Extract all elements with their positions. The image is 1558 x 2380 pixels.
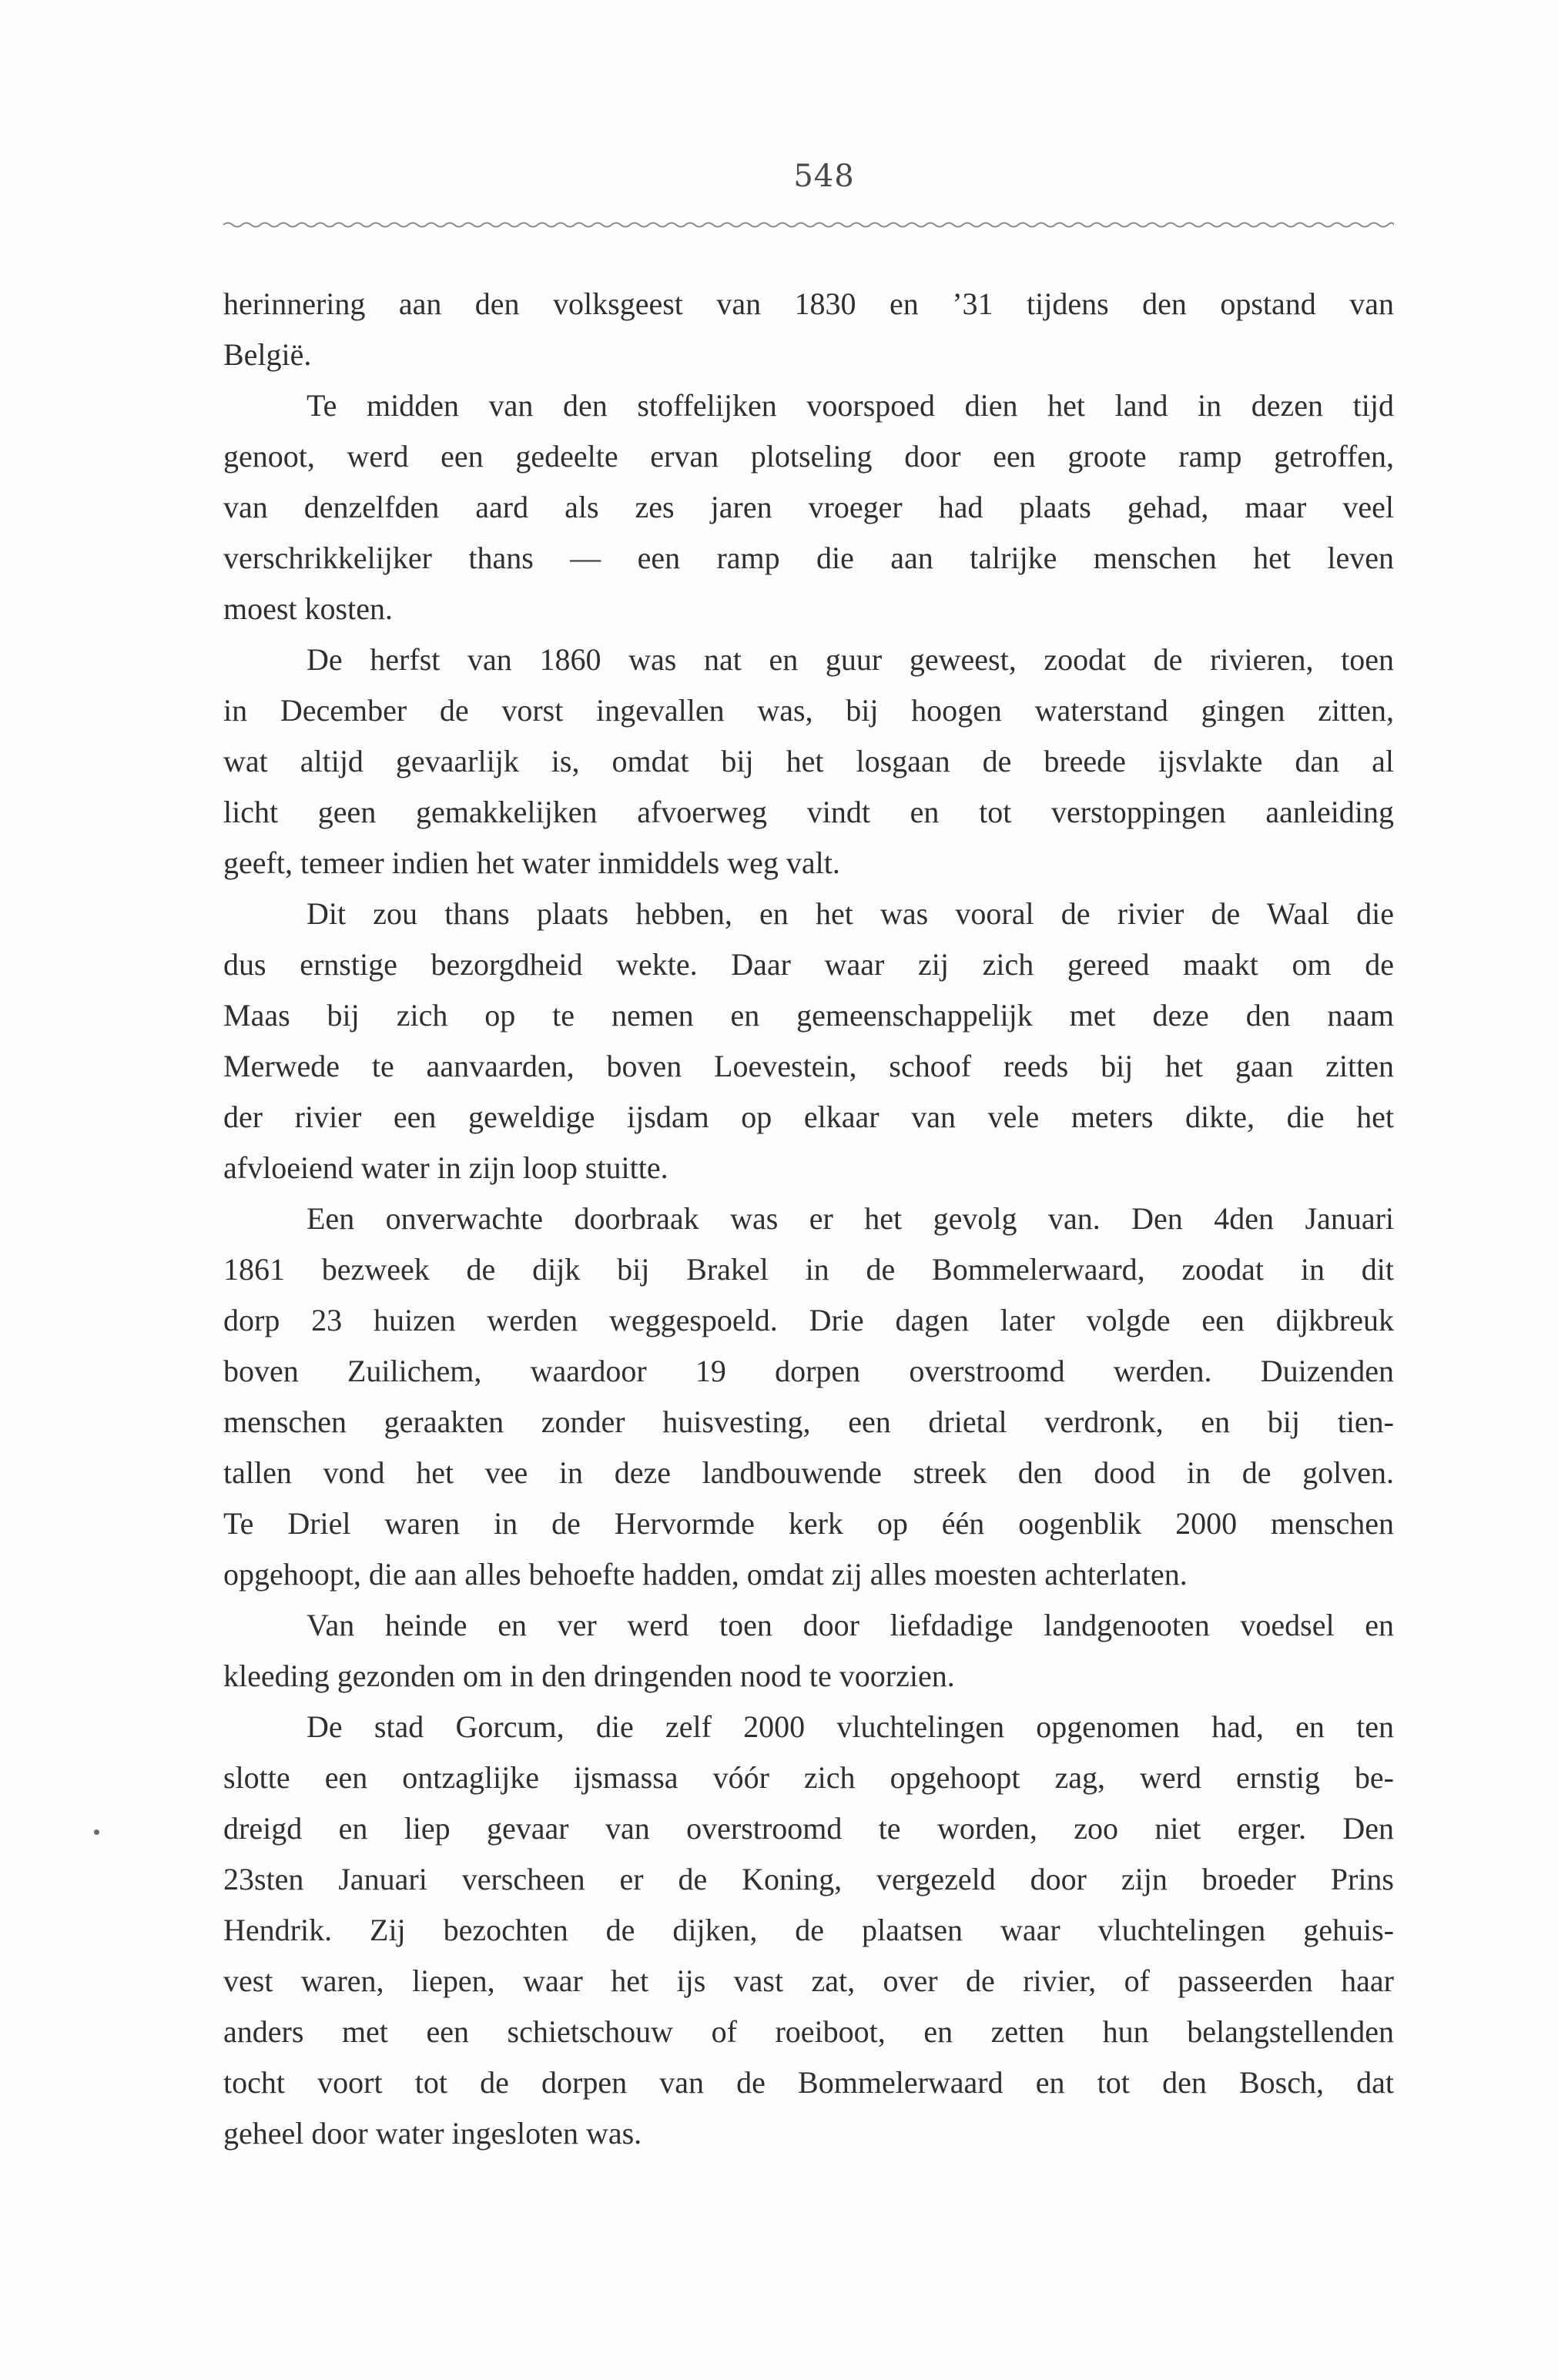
text-line: der rivier een geweldige ijsdam op elkaar van vele meters dikte, die het bbox=[223, 1100, 1394, 1134]
text-line: Maas bij zich op te nemen en gemeenschappelijk met deze den naam bbox=[223, 998, 1394, 1033]
text-line: Te midden van den stoffelijken voorspoed dien het land in dezen tijd bbox=[307, 388, 1394, 423]
text-line: moest kosten. bbox=[223, 591, 393, 626]
text-line: licht geen gemakkelijken afvoerweg vindt en tot verstoppingen aanleiding bbox=[223, 795, 1394, 829]
text-line: geeft, temeer indien het water inmiddels weg valt. bbox=[223, 845, 840, 880]
text-line: De stad Gorcum, die zelf 2000 vluchtelingen opgenomen had, en ten bbox=[307, 1709, 1394, 1744]
body-text bbox=[223, 279, 1394, 2159]
text-line: dorp 23 huizen werden weggespoeld. Drie dagen later volgde een dijkbreuk bbox=[223, 1303, 1394, 1337]
text-line: De herfst van 1860 was nat en guur geweest, zoodat de rivieren, toen bbox=[307, 642, 1394, 677]
paragraph-5 bbox=[223, 1193, 1394, 1600]
text-line: geheel door water ingesloten was. bbox=[223, 2116, 642, 2151]
text-line: herinnering aan den volksgeest van 1830 en ’31 tijdens den opstand van bbox=[223, 286, 1394, 321]
text-line: België. bbox=[223, 337, 312, 372]
text-line: vest waren, liepen, waar het ijs vast zat, over de rivier, of passeerden haar bbox=[223, 1963, 1394, 1998]
text-line: 23sten Januari verscheen er de Koning, vergezeld door zijn broeder Prins bbox=[223, 1862, 1394, 1896]
text-line: kleeding gezonden om in den dringenden nood te voorzien. bbox=[223, 1659, 955, 1693]
page-number: 548 bbox=[793, 159, 855, 194]
text-line: boven Zuilichem, waardoor 19 dorpen overstroomd werden. Duizenden bbox=[223, 1354, 1394, 1388]
paragraph-4 bbox=[223, 889, 1394, 1193]
text-line: 1861 bezweek de dijk bij Brakel in de Bommelerwaard, zoodat in dit bbox=[223, 1252, 1394, 1287]
paragraph-6 bbox=[223, 1600, 1394, 1702]
paragraph-3 bbox=[223, 634, 1394, 889]
text-line: dreigd en liep gevaar van overstroomd te worden, zoo niet erger. Den bbox=[223, 1811, 1394, 1846]
stray-ink-mark bbox=[94, 1829, 99, 1835]
text-line: afvloeiend water in zijn loop stuitte. bbox=[223, 1150, 668, 1185]
text-line: Een onverwachte doorbraak was er het gevolg van. Den 4den Januari bbox=[307, 1201, 1394, 1236]
text-line: van denzelfden aard als zes jaren vroeger had plaats gehad, maar veel bbox=[223, 490, 1394, 524]
text-line: Hendrik. Zij bezochten de dijken, de plaatsen waar vluchtelingen gehuis- bbox=[223, 1913, 1394, 1947]
text-line: Van heinde en ver werd toen door liefdadige landgenooten voedsel en bbox=[307, 1608, 1394, 1642]
paragraph-2 bbox=[223, 380, 1394, 634]
text-line: Te Driel waren in de Hervormde kerk op één oogenblik 2000 menschen bbox=[223, 1506, 1394, 1541]
text-line: opgehoopt, die aan alles behoefte hadden, omdat zij alles moesten achterlaten. bbox=[223, 1557, 1188, 1592]
decorative-header-rule bbox=[223, 219, 1394, 230]
text-line: Dit zou thans plaats hebben, en het was vooral de rivier de Waal die bbox=[307, 896, 1394, 931]
text-line: tallen vond het vee in deze landbouwende streek den dood in de golven. bbox=[223, 1455, 1394, 1490]
text-line: verschrikkelijker thans — een ramp die aan talrijke menschen het leven bbox=[223, 541, 1394, 575]
text-line: tocht voort tot de dorpen van de Bommelerwaard en tot den Bosch, dat bbox=[223, 2065, 1394, 2100]
text-line: dus ernstige bezorgdheid wekte. Daar waar zij zich gereed maakt om de bbox=[223, 947, 1394, 982]
text-line: menschen geraakten zonder huisvesting, een drietal verdronk, en bij tien- bbox=[223, 1404, 1394, 1439]
text-line: anders met een schietschouw of roeiboot, en zetten hun belangstellenden bbox=[223, 2014, 1394, 2049]
paragraph-1 bbox=[223, 279, 1394, 380]
text-line: slotte een ontzaglijke ijsmassa vóór zich opgehoopt zag, werd ernstig be- bbox=[223, 1760, 1394, 1795]
text-line: Merwede te aanvaarden, boven Loevestein, schoof reeds bij het gaan zitten bbox=[223, 1049, 1394, 1083]
text-line: in December de vorst ingevallen was, bij hoogen waterstand gingen zitten, bbox=[223, 693, 1394, 728]
paragraph-7 bbox=[223, 1702, 1394, 2159]
text-line: genoot, werd een gedeelte ervan plotseling door een groote ramp getroffen, bbox=[223, 439, 1394, 474]
text-line: wat altijd gevaarlijk is, omdat bij het losgaan de breede ijsvlakte dan al bbox=[223, 744, 1394, 778]
